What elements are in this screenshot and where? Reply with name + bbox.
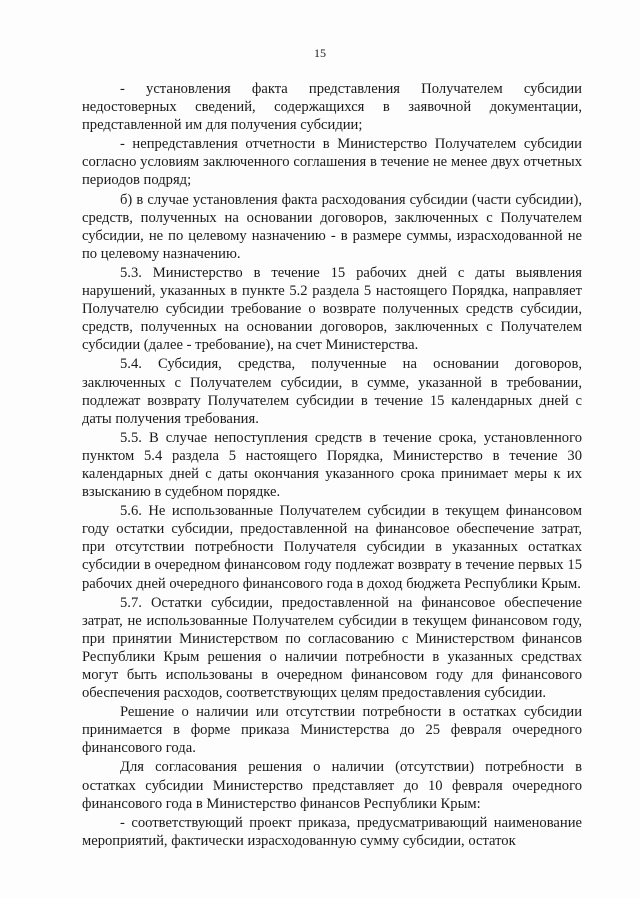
paragraph-no-reporting: - непредставления отчетности в Министерство Получателем субсидии согласно условиям заключенного соглашения в течение не менее двух отчетных периодов подряд; [82, 136, 582, 189]
paragraph-5-4: 5.4. Субсидия, средства, полученные на основании договоров, заключенных с Получателем субсидии, в сумме, указанной в требовании, подлежат возврату Получателем субсидии в течение 15 календарных дней с даты получения требования. [82, 356, 582, 427]
document-body [82, 80, 582, 851]
paragraph-5-6: 5.6. Не использованные Получателем субсидии в текущем финансовом году остатки субсидии, предоставленной на финансовое обеспечение затрат, при отсутствии потребности Получателя субсидии в указанных остатках субсидии в очередном финансовом году подлежат возврату в течение первых 15 рабочих дней очередного финансового года в доход бюджета Республики Крым. [82, 503, 582, 592]
paragraph-decision: Решение о наличии или отсутствии потребности в остатках субсидии принимается в форме приказа Министерства до 25 февраля очередного финансового года. [82, 704, 582, 757]
paragraph-5-7: 5.7. Остатки субсидии, предоставленной на финансовое обеспечение затрат, не использованные Получателем субсидии в текущем финансовом году, при принятии Министерством по согласованию с Министерством финансов Республики Крым решения о наличии потребности в указанных средствах могут быть использованы в очередном финансовом году для финансового обеспечения расходов, соответствующих целям предоставления субсидии. [82, 594, 582, 702]
page-number: 15 [314, 46, 326, 60]
paragraph-5-5: 5.5. В случае непоступления средств в течение срока, установленного пунктом 5.4 раздела 5 настоящего Порядка, Министерство в течение 30 календарных дней с даты окончания указанного срока принимает меры к их взысканию в судебном порядке. [82, 429, 582, 501]
paragraph-unreliable-info: - установления факта представления Получателем субсидии недостоверных сведений, содержащихся в заявочной документации, представленной им для получения субсидии; [82, 81, 582, 134]
paragraph-draft-order: - соответствующий проект приказа, предусматривающий наименование мероприятий, фактически израсходованную сумму субсидии, остаток [82, 814, 582, 849]
paragraph-5-3: 5.3. Министерство в течение 15 рабочих дней с даты выявления нарушений, указанных в пункте 5.2 раздела 5 настоящего Порядка, направляет Получателю субсидии требование о возврате полученных средств субсидии, средств, полученных на основании договоров, заключенных с Получателем субсидии (далее - требование), на счет Министерства. [82, 264, 582, 354]
paragraph-misuse: б) в случае установления факта расходования субсидии (части субсидии), средств, полученных на основании договоров, заключенных с Получателем субсидии, не по целевому назначению - в размере суммы, израсходованной не по целевому назначению. [82, 191, 582, 262]
paragraph-approval: Для согласования решения о наличии (отсутствии) потребности в остатках субсидии Министерство представляет до 10 февраля очередного финансового года в Министерство финансов Республики Крым: [82, 759, 582, 812]
